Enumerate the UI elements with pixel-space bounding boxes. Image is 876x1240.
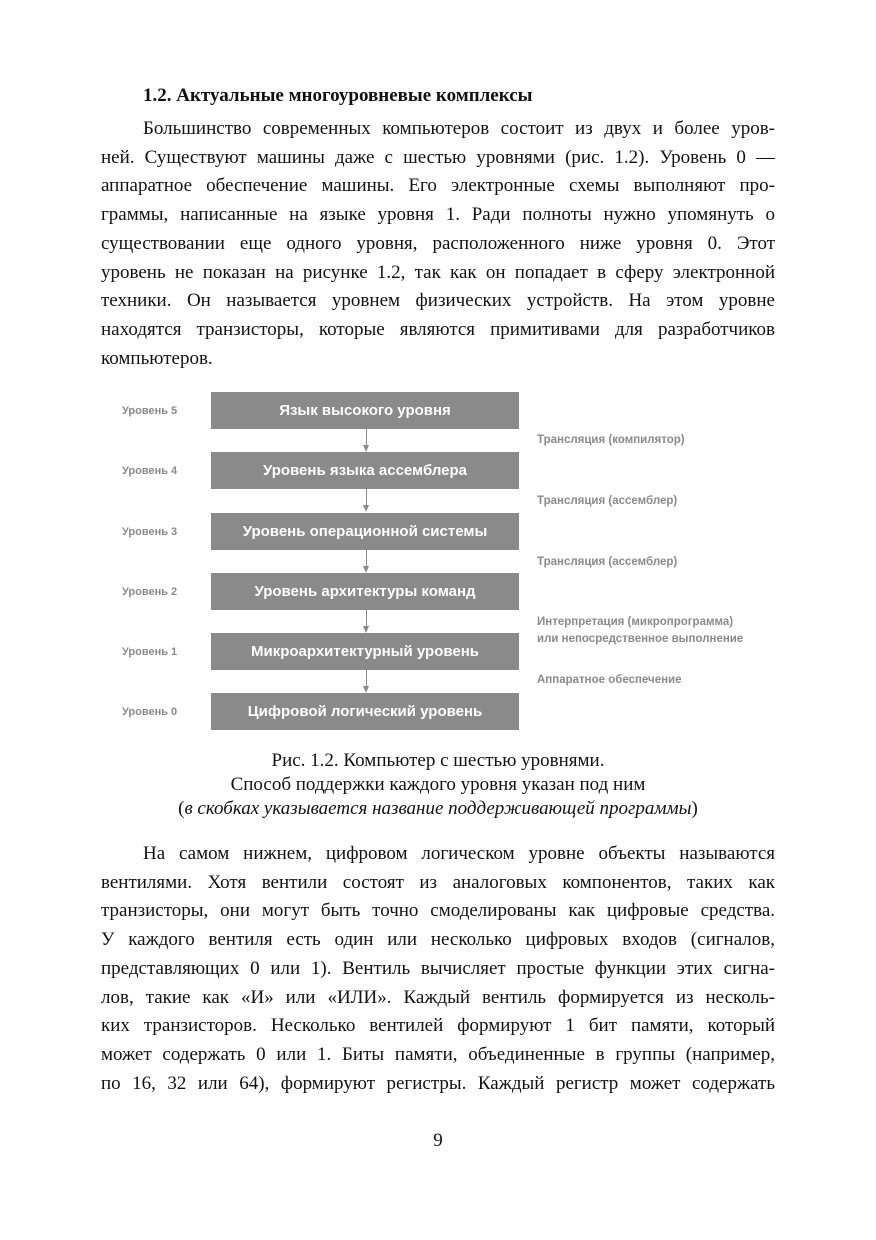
level-label-4: Уровень 4	[122, 465, 178, 477]
paragraph-gates	[101, 840, 775, 1098]
paragraph-line: по 16, 32 или 64), формируют регистры. Каждый регистр может содержать	[101, 1072, 775, 1094]
level-box-3: Уровень операционной системы	[211, 513, 519, 550]
paragraph-line: компьютеров.	[101, 347, 213, 369]
caption-paren-close: )	[691, 798, 698, 819]
level-label-2: Уровень 2	[122, 586, 178, 598]
level-box-2: Уровень архитектуры команд	[211, 573, 519, 610]
level-label-1: Уровень 1	[122, 646, 178, 658]
arrow-down-icon	[363, 489, 370, 512]
arrow-down-icon	[363, 550, 370, 573]
paragraph-line: На самом нижнем, цифровом логическом уровне объекты называются	[143, 843, 775, 864]
level-label-5: Уровень 5	[122, 405, 178, 417]
arrow-down-icon	[363, 429, 370, 452]
paragraph-line: аппаратное обеспечение машины. Его электронные схемы выполняют про-	[101, 175, 775, 197]
paragraph-line: может содержать 0 или 1. Биты памяти, объединенные в группы (например,	[101, 1043, 775, 1065]
levels-diagram	[0, 388, 876, 733]
arrow-down-icon	[363, 610, 370, 633]
paragraph-line: У каждого вентиля есть один или несколько цифровых входов (сигналов,	[101, 929, 775, 951]
level-box-1: Микроархитектурный уровень	[211, 633, 519, 670]
level-box-5: Язык высокого уровня	[211, 392, 519, 429]
paragraph-line: находятся транзисторы, которые являются примитивами для разработчиков	[101, 318, 775, 340]
translation-label: Трансляция (ассемблер)	[537, 495, 678, 507]
section-heading: 1.2. Актуальные многоуровневые комплексы	[143, 85, 533, 106]
paragraph-line: существовании еще одного уровня, расположенного ниже уровня 0. Этот	[101, 232, 775, 254]
paragraph-intro	[101, 115, 775, 373]
figure-caption-title: Рис. 1.2. Компьютер с шестью уровнями.	[271, 750, 605, 771]
paragraph-line: лов, такие как «И» или «ИЛИ». Каждый вентиль формируется из несколь-	[101, 986, 775, 1008]
paragraph-line: техники. Он называется уровнем физических устройств. На этом уровне	[101, 290, 775, 312]
paragraph-line: граммы, написанные на языке уровня 1. Ради полноты нужно упомянуть о	[101, 204, 775, 226]
level-box-4: Уровень языка ассемблера	[211, 452, 519, 489]
translation-label: Трансляция (ассемблер)	[537, 556, 678, 568]
level-box-0: Цифровой логический уровень	[211, 693, 519, 730]
figure-caption-note	[0, 797, 876, 821]
paragraph-line: Большинство современных компьютеров состоит из двух и более уров-	[143, 118, 775, 139]
paragraph-line: ких транзисторов. Несколько вентилей формируют 1 бит памяти, который	[101, 1015, 775, 1037]
caption-note-italic: в скобках указывается название поддерживающей программы	[184, 798, 692, 819]
translation-label: Интерпретация (микропрограмма)	[537, 616, 734, 628]
figure-caption-subtitle: Способ поддержки каждого уровня указан под ним	[230, 774, 646, 795]
level-label-3: Уровень 3	[122, 526, 178, 538]
paragraph-line: представляющих 0 или 1). Вентиль вычисляет простые функции этих сигна-	[101, 957, 775, 979]
translation-label: Аппаратное обеспечение	[537, 674, 682, 686]
translation-label: или непосредственное выполнение	[537, 633, 744, 645]
paragraph-line: ней. Существуют машины даже с шестью уровнями (рис. 1.2). Уровень 0 —	[101, 146, 775, 168]
level-label-0: Уровень 0	[122, 706, 178, 718]
paragraph-line: вентилями. Хотя вентили состоят из аналоговых компонентов, таких как	[101, 871, 775, 893]
paragraph-line: транзисторы, они могут быть точно смоделированы как цифровые средства.	[101, 900, 775, 922]
paragraph-line: уровень не показан на рисунке 1.2, так как он попадает в сферу электронной	[101, 261, 775, 283]
translation-label: Трансляция (компилятор)	[537, 434, 685, 446]
arrow-down-icon	[363, 670, 370, 693]
page-number: 9	[433, 1130, 443, 1151]
caption-paren-open: (	[178, 798, 185, 819]
